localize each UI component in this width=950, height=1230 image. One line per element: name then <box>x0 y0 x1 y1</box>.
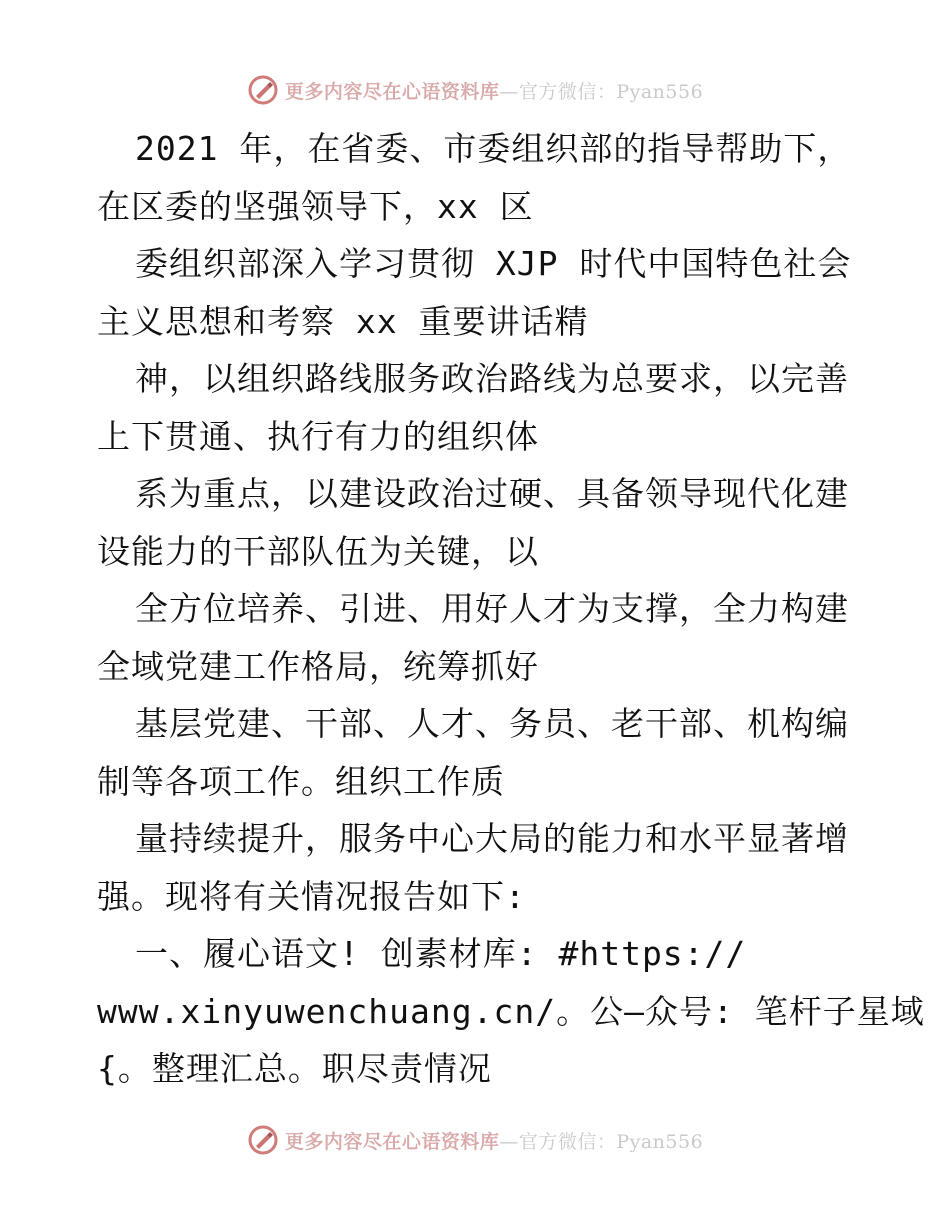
header-watermark-inner <box>247 74 703 106</box>
text-line: 强。现将有关情况报告如下: <box>97 876 526 916</box>
text-line: 上下贯通、执行有力的组织体 <box>97 416 539 456</box>
watermark-separator: — <box>499 1130 519 1153</box>
watermark-text <box>285 1127 703 1154</box>
watermark-main: 更多内容尽在心语资料库 <box>284 80 500 103</box>
text-line: 基层党建、干部、人才、务员、老干部、机构编 <box>135 704 849 743</box>
footer-watermark-inner <box>247 1124 703 1156</box>
text-line: 制等各项工作。组织工作质 <box>97 761 505 801</box>
text-line: 全方位培养、引进、用好人才为支撑，全力构建 <box>135 589 849 628</box>
watermark-wechat: 官方微信：Pyan556 <box>518 80 704 103</box>
text-line: 一、履心语文! 创素材库: #https:// <box>135 934 747 973</box>
text-line: 在区委的坚强领导下，xx 区 <box>97 186 534 226</box>
text-line: 2021 年，在省委、市委组织部的指导帮助下， <box>135 129 852 168</box>
pen-logo-icon <box>247 1124 279 1156</box>
document-body <box>97 120 925 1098</box>
watermark-wechat: 官方微信：Pyan556 <box>518 1130 704 1153</box>
text-line: 委组织部深入学习贯彻 XJP 时代中国特色社会 <box>135 244 852 283</box>
header-watermark <box>0 70 950 110</box>
watermark-main: 更多内容尽在心语资料库 <box>284 1130 500 1153</box>
watermark-text <box>285 77 703 104</box>
text-line: www.xinyuwenchuang.cn/。公—众号: 笔杆子星域 <box>97 991 925 1031</box>
footer-watermark <box>0 1120 950 1160</box>
text-line: 设能力的干部队伍为关键，以 <box>97 531 539 571</box>
text-line: 全域党建工作格局，统筹抓好 <box>97 646 539 686</box>
watermark-separator: — <box>499 80 519 103</box>
pen-logo-icon <box>247 74 279 106</box>
text-line: 系为重点，以建设政治过硬、具备领导现代化建 <box>135 474 849 513</box>
text-line: 量持续提升，服务中心大局的能力和水平显著增 <box>135 819 849 858</box>
text-line: 神，以组织路线服务政治路线为总要求，以完善 <box>135 359 849 398</box>
text-line: 主义思想和考察 xx 重要讲话精 <box>97 301 589 341</box>
text-line: {。整理汇总。职尽责情况 <box>97 1049 492 1088</box>
